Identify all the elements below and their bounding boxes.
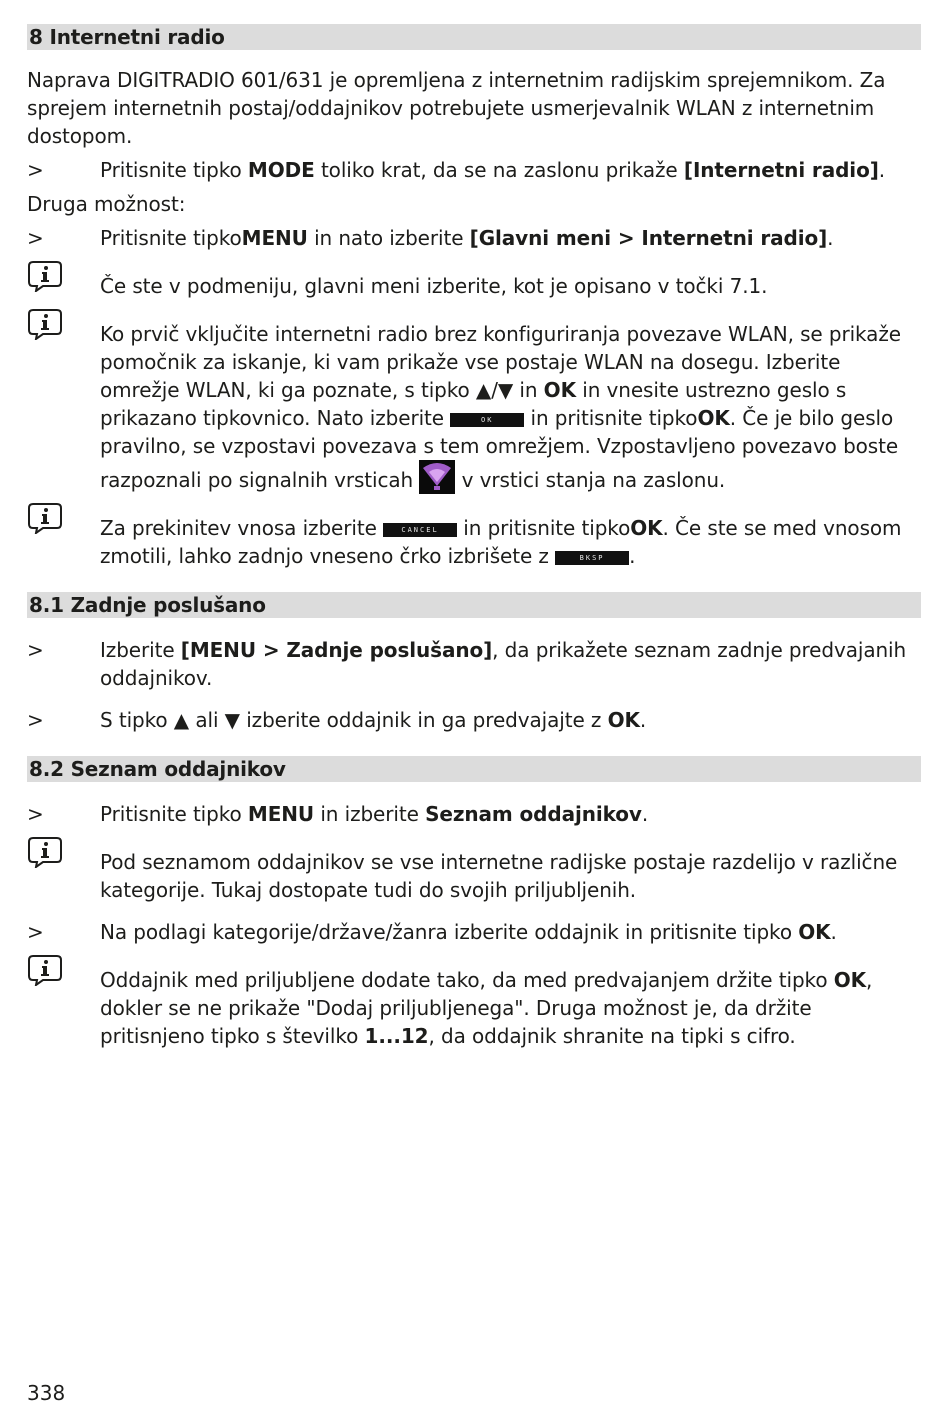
ok-screen-button-icon: OK [450,413,524,427]
intro-paragraph: Naprava DIGITRADIO 601/631 je opremljena z internetnim radijskim sprejemnikom. Za sprejem internetnih postaj/oddajnikov potrebujete usmerjevalnik WLAN z internetnim dostopom. [27,68,886,148]
alternative-label: Druga možnost: [27,192,186,216]
bullet-marker: > [27,158,44,182]
section-heading-8-2: 8.2 Seznam oddajnikov [27,756,921,782]
info-icon [27,954,63,986]
cancel-screen-button-icon: CANCEL [383,523,457,537]
page-number: 338 [27,1381,66,1405]
bullet-marker: > [27,802,44,826]
step-station-list: > Pritisnite tipko MENU in izberite Seznam oddajnikov. [27,802,649,826]
step-menu: > Pritisnite tipkoMENU in nato izberite [Glavni meni > Internetni radio]. [27,226,834,250]
bullet-marker: > [27,920,44,944]
bullet-marker: > [27,638,44,662]
backspace-screen-button-icon: BKSP [555,551,629,565]
info-icon [27,836,63,868]
step-select-station: > S tipko ▲ ali ▼ izberite oddajnik in ga predvajajte z OK. [27,708,647,732]
info-note-wlan: Ko prvič vključite internetni radio brez konfiguriranja povezave WLAN, se prikaže pomočnik za iskanje, ki vam prikaže vse postaje WLAN na dosegu. Izberite omrežje WLAN, ki ga poznate, s tipko ▲/▼ in OK in vnesite ustrezno geslo s prikazano tipkovnico. Nato izberite OK in pritisnite tipkoOK. Če je bilo geslo pravilno, se vzpostavi povezava s tem omrežjem. Vzpostavljeno povezavo boste razpoznali po signalnih vrsticah v vrstici stanja na zaslonu. [27,320,921,494]
info-note-submenu: Če ste v podmeniju, glavni meni izberite, kot je opisano v točki 7.1. [27,272,921,300]
info-icon [27,308,63,340]
wifi-signal-icon [419,460,455,494]
section-heading-8-1: 8.1 Zadnje poslušano [27,592,921,618]
page-content [27,24,921,1050]
step-category: > Na podlagi kategorije/države/žanra izberite oddajnik in pritisnite tipko OK. [27,920,837,944]
info-icon [27,502,63,534]
info-note-categories: Pod seznamom oddajnikov se vse internetne radijske postaje razdelijo v različne kategorije. Tukaj dostopate tudi do svojih priljubljenih. [27,848,921,904]
info-note-favourites: Oddajnik med priljubljene dodate tako, da med predvajanjem držite tipko OK, dokler se ne prikaže "Dodaj priljubljenega". Druga možnost je, da držite pritisnjeno tipko s številko 1...12, da oddajnik shranite na tipki s cifro. [27,966,921,1050]
step-mode: > Pritisnite tipko MODE toliko krat, da se na zaslonu prikaže [Internetni radio]. [27,158,886,182]
section-heading-8: 8 Internetni radio [27,24,921,50]
step-last-listened: > Izberite [MENU > Zadnje poslušano], da prikažete seznam zadnje predvajanih oddajnikov. [27,638,907,690]
info-note-cancel: Za prekinitev vnosa izberite CANCEL in pritisnite tipkoOK. Če ste se med vnosom zmotili, lahko zadnjo vneseno črko izbrišete z BKSP . [27,514,921,570]
bullet-marker: > [27,226,44,250]
info-icon [27,260,63,292]
bullet-marker: > [27,708,44,732]
